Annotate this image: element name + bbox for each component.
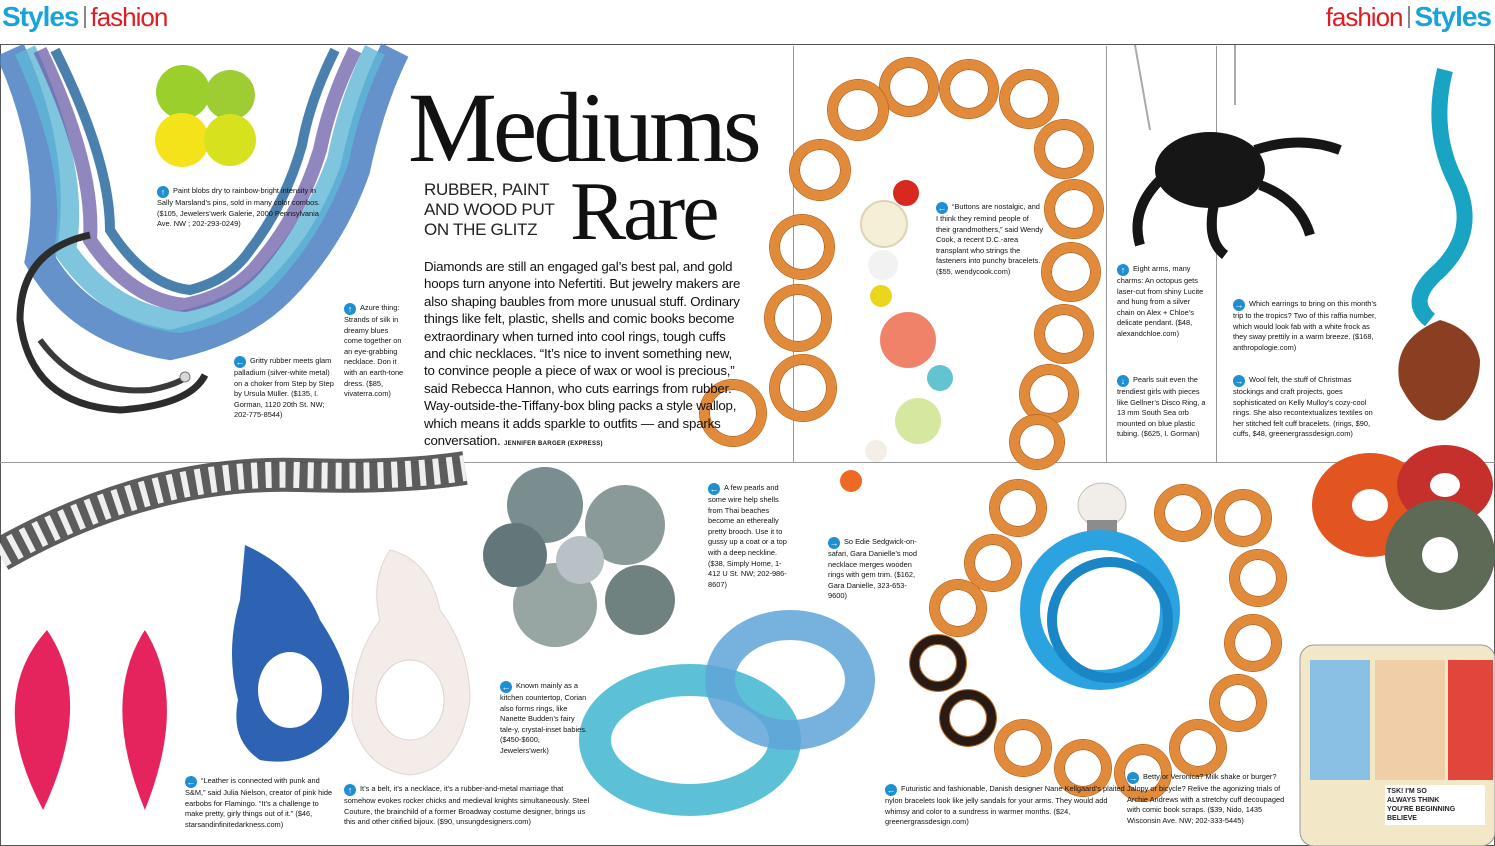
arrow-left-icon: ← [235,357,245,367]
arrow-right-icon: → [829,538,839,548]
arrow-left-icon: ← [709,484,719,494]
wood-ring [995,720,1051,776]
button-bead [860,200,908,248]
caption-text: Which earrings to bring on this month’s trip to the tropics? Two of this raffia number, which would look fab with a white frock as they sway prettily in a warm breeze. ($168, anthropologie.com) [1233,299,1377,352]
subsection-label-right: fashion [1325,2,1403,32]
wood-ring [790,140,850,200]
caption-nylon [885,784,1125,828]
comic-line: BELIEVE [1387,815,1417,822]
wood-ring [1035,305,1093,363]
octopus-pendant-image [1135,45,1340,255]
caption-paint-blobs [157,186,323,230]
caption-text: Known mainly as a kitchen countertop, Corian also forms rings, like Nanette Budden’s fairy tale-y, crystal-inset babies. ($450-$600, Jewelers’werk) [500,681,587,755]
leather-earrings-image [15,630,167,810]
wood-ring [1155,485,1211,541]
article-body-text: Diamonds are still an engaged gal’s best pal, and gold hoops turn anyone into Nefertiti. But jewelry makers are also shaping baubles from more unusual stuff. Ordinary things like felt, plastic, shells and comic books become extraordinary when turned into cool rings, tough cuffs and chic necklaces. “It’s nice to invent something new, to convince people a piece of wax or wool is precious,” said Rebecca Hannon, who cuts earrings from rubber. Way-outside-the-Tiffany-box bling packs a style wallop, which means it adds sparkle to outfits — and sparks conversation. [424,259,741,449]
wood-ring [940,60,998,118]
nylon-bracelets-image [595,625,860,800]
wood-ring [770,215,834,279]
chain-belt-image [0,468,465,555]
paint-blobs-image [155,65,256,167]
button-bead [880,312,936,368]
wood-ring [1170,720,1226,776]
pearl-ring-image [1030,483,1170,680]
wood-ring [1010,415,1064,469]
felt-rings-image [1312,445,1495,610]
wood-ring [965,535,1021,591]
arrow-right-icon: → [1234,300,1244,310]
subsection-label-left: fashion [90,2,168,32]
wood-ring-dark [940,690,996,746]
button-bead [865,440,887,462]
wood-ring [1035,120,1093,178]
comic-line: YOU'RE BEGINNING [1387,806,1456,813]
caption-raffia [1233,299,1383,353]
wood-ring [1210,675,1266,731]
button-bead [927,365,953,391]
headline-rare: Rare [570,165,717,258]
wood-ring [1045,180,1103,238]
button-bead [895,398,941,444]
caption-buttons [936,202,1044,278]
section-label-right: Styles [1414,1,1491,32]
arrow-left-icon: ← [886,785,896,795]
caption-text: Azure thing: Strands of silk in dreamy blues come together on an eye-grabbing necklace. Don it with an earth-tone dress. ($85, vivaterra.com) [344,303,404,399]
caption-text: “Buttons are nostalgic, and I think they remind people of their grandmothers,” said Wendy Cook, a recent D.C.-area transplant who strings the fasteners into punchy bracelets. ($55, wendycook.com) [936,202,1044,276]
button-bead [870,285,892,307]
button-bead [868,250,898,280]
caption-text: Betty or Veronica? Milk shake or burger? Jalopy or bicycle? Relive the agonizing trials of Archie Andrews with a stretchy cuff decoupaged with comic book scraps. ($39, Nido, 1435 Wisconsin Ave. NW; 202-333-5445) [1127,772,1285,825]
wood-ring [765,285,831,351]
wood-ring [930,580,986,636]
button-bead [840,470,862,492]
wood-ring [1000,70,1058,128]
article-body [424,258,744,453]
caption-edie [828,537,924,602]
byline: JENNIFER BARGER (EXPRESS) [504,441,603,448]
arrow-down-icon: ↓ [1117,375,1129,387]
caption-brooch [708,483,788,590]
comic-line: TSK! I'M SO [1387,788,1427,795]
shell-brooch-image [483,467,675,647]
subheadline: RUBBER, PAINT AND WOOD PUT ON THE GLITZ [424,180,555,239]
caption-text: Eight arms, many charms: An octopus gets laser-cut from shiny Lucite and hung from a silver chain on Alex + Chloe’s delicate pendant. ($48, alexandchloe.com) [1117,264,1204,338]
comic-speech-bubble [1385,785,1485,825]
wood-ring [1215,490,1271,546]
wood-ring [1020,365,1078,423]
wood-ring [1225,615,1281,671]
caption-text: Gritty rubber meets glam palladium (silver-white metal) on a choker from Step by Step by Ursula Müller. ($135, I. Gorman, 1120 20th St. NW; 202-775-8544) [234,356,334,420]
button-bead [893,180,919,206]
comic-line: ALWAYS THINK [1387,797,1440,804]
caption-text: Futuristic and fashionable, Danish designer Nane Kellgaard’s plaited nylon bracelets look like jelly sandals for your arms. They would add whimsy and color to a sundress in warmer months. ($24, greenergrassdesign.com) [885,784,1125,827]
arrow-right-icon: → [1234,376,1244,386]
caption-belt [344,784,594,828]
raffia-earring-image [1398,70,1480,421]
caption-text: It’s a belt, it’s a necklace, it’s a rubber-and-metal marriage that somehow evokes rocker chicks and medieval knights simultaneously. Steel Couture, the brainchild of a former Broadway costume designer, brings us this and other citified bijoux. ($90, unsungdesigners.com) [344,784,590,827]
white-corian-ring-image [352,550,470,775]
headline-mediums: Mediums [408,72,758,183]
wood-ring [1042,243,1100,301]
arrow-up-icon: ↑ [344,784,356,796]
wood-ring [770,355,836,421]
arrow-left-icon: ← [186,777,196,787]
caption-azure [344,303,404,400]
section-label-left: Styles [2,1,79,32]
caption-text: Pearls suit even the trendiest girls with pieces like Gellner’s Disco Ring, a 13 mm South Sea orb mounted on blue plastic tubing. ($625, I. Gorman) [1117,375,1206,439]
arrow-up-icon: ↑ [1117,264,1129,276]
wood-ring-dark [910,635,966,691]
caption-text: A few pearls and some wire help shells from Thai beaches become an ethereally pretty brooch. Use it to gussy up a coat or a top with a deep neckline. ($38, Simply Home, 1-412 U St. NW; 202-986-8607) [708,483,787,589]
arrow-up-icon: ↑ [344,303,356,315]
caption-text: Paint blobs dry to rainbow-bright intensity in Sally Marsland’s pins, sold in many color combos. ($105, Jewelers’werk Galerie, 2000 Pennsylvania Ave. NW ; 202-293-0249) [157,186,320,229]
wood-ring [1230,550,1286,606]
arrow-up-icon: ↑ [157,186,169,198]
caption-wool-felt [1233,375,1383,440]
caption-pearls [1117,375,1209,440]
caption-corian [500,681,590,757]
arrow-right-icon: → [1128,773,1138,783]
arrow-left-icon: ← [937,203,947,213]
wood-ring [990,480,1046,536]
caption-gritty-rubber [234,356,338,421]
caption-octopus [1117,264,1209,340]
caption-text: “Leather is connected with punk and S&M,” said Julia Nielson, creator of pink hide earbobs for Flamingo. “It’s a challenge to make pretty, girly things out of it.” ($46, starsandinfinitedarkness.com) [185,776,333,829]
caption-archie [1127,772,1292,826]
blue-corian-ring-image [232,545,349,762]
arrow-left-icon: ← [501,682,511,692]
wood-ring [828,80,888,140]
caption-text: So Edie Sedgwick-on-safari, Gara Danielle’s mod necklace merges wooden rings with gem trim. ($162, Gara Danielle, 323-653-9600) [828,537,918,601]
wood-ring [880,58,938,116]
caption-text: Wool felt, the stuff of Christmas stockings and craft projects, goes sophisticated on Kelly Mulloy’s cozy-cool rings. She also recontextualizes textiles on her stitched felt cuff bracelets. (rings, $90, cuffs, $48, greenergrassdesign.com) [1233,375,1373,439]
caption-leather [185,776,335,830]
